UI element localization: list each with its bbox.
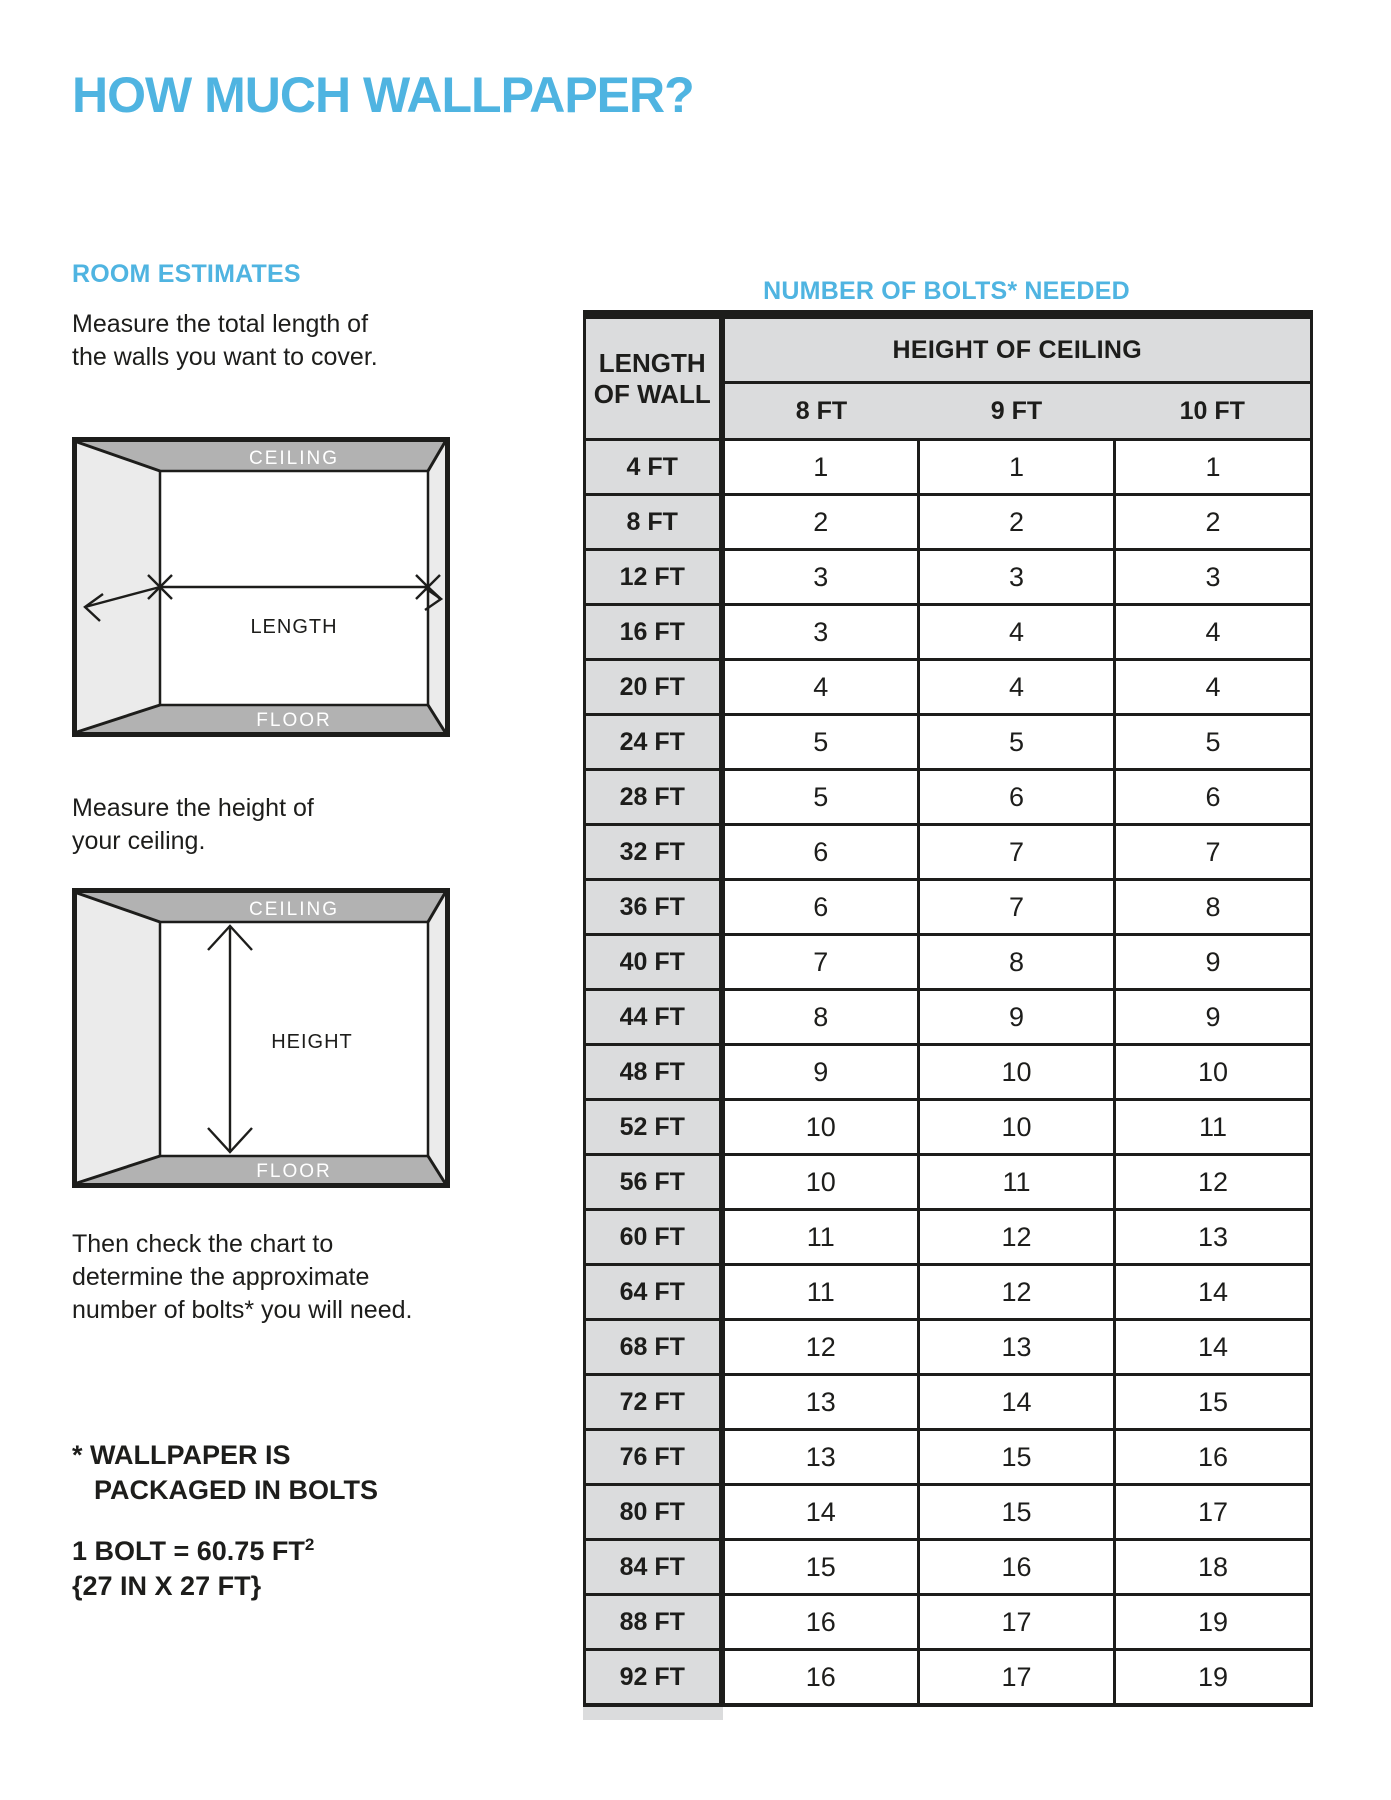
row-label: 36 FT (585, 880, 722, 935)
row-label: 4 FT (585, 440, 722, 495)
cell-value: 7 (919, 825, 1115, 880)
row-label: 48 FT (585, 1045, 722, 1100)
right-wall-shape (428, 893, 445, 1183)
cell-value: 13 (919, 1320, 1115, 1375)
table-row (585, 1650, 1312, 1706)
bolts-table (583, 310, 1313, 1707)
ceiling-label: CEILING (248, 448, 340, 469)
instruction-line: Measure the total length of (72, 310, 369, 338)
instruction-line: your ceiling. (72, 827, 206, 855)
floor-label: FLOOR (256, 710, 332, 731)
cell-value: 5 (1115, 715, 1312, 770)
row-label: 32 FT (585, 825, 722, 880)
cell-value: 4 (722, 660, 919, 715)
cell-value: 18 (1115, 1540, 1312, 1595)
cell-value: 4 (1115, 660, 1312, 715)
cell-value: 10 (919, 1100, 1115, 1155)
instruction-measure-height (72, 792, 314, 858)
table-row (585, 715, 1312, 770)
cell-value: 7 (919, 880, 1115, 935)
cell-value: 12 (919, 1265, 1115, 1320)
bolt-equation (72, 1527, 314, 1604)
cell-value: 8 (722, 990, 919, 1045)
table-row (585, 825, 1312, 880)
table-row (585, 1100, 1312, 1155)
header-line: OF WALL (593, 378, 711, 409)
cell-value: 13 (722, 1375, 919, 1430)
cell-value: 9 (1115, 990, 1312, 1045)
footnote-line: * WALLPAPER IS (72, 1440, 291, 1470)
table-row (585, 440, 1312, 495)
cell-value: 11 (1115, 1100, 1312, 1155)
cell-value: 6 (722, 880, 919, 935)
table-row (585, 1485, 1312, 1540)
cell-value: 3 (722, 605, 919, 660)
cell-value: 15 (919, 1485, 1115, 1540)
row-label: 76 FT (585, 1430, 722, 1485)
instruction-check-chart (72, 1228, 412, 1327)
cell-value: 10 (722, 1155, 919, 1210)
cell-value: 4 (1115, 605, 1312, 660)
floor-label: FLOOR (256, 1161, 332, 1182)
room-diagram-length (72, 437, 450, 737)
instruction-line: determine the approximate (72, 1263, 370, 1291)
table-bottom-strip (583, 1707, 723, 1720)
cell-value: 1 (1115, 440, 1312, 495)
row-label: 72 FT (585, 1375, 722, 1430)
table-row (585, 550, 1312, 605)
table-row (585, 1430, 1312, 1485)
cell-value: 16 (919, 1540, 1115, 1595)
cell-value: 8 (1115, 880, 1312, 935)
cell-value: 16 (722, 1595, 919, 1650)
cell-value: 17 (1115, 1485, 1312, 1540)
cell-value: 19 (1115, 1595, 1312, 1650)
cell-value: 3 (1115, 550, 1312, 605)
table-row (585, 1375, 1312, 1430)
row-label: 88 FT (585, 1595, 722, 1650)
cell-value: 15 (1115, 1375, 1312, 1430)
cell-value: 9 (1115, 935, 1312, 990)
cell-value: 4 (919, 660, 1115, 715)
cell-value: 10 (919, 1045, 1115, 1100)
cell-value: 14 (1115, 1265, 1312, 1320)
length-of-wall-header (585, 315, 722, 440)
cell-value: 15 (919, 1430, 1115, 1485)
cell-value: 6 (1115, 770, 1312, 825)
table-row (585, 1210, 1312, 1265)
instruction-line: the walls you want to cover. (72, 343, 378, 371)
row-label: 8 FT (585, 495, 722, 550)
bolt-equation-text: 1 BOLT = 60.75 FT (72, 1536, 305, 1566)
row-label: 56 FT (585, 1155, 722, 1210)
cell-value: 14 (919, 1375, 1115, 1430)
column-header-9ft: 9 FT (919, 383, 1115, 440)
table-row (585, 1540, 1312, 1595)
bolts-table-container (583, 310, 1313, 1720)
instruction-measure-length (72, 308, 378, 374)
left-wall-shape (77, 893, 160, 1183)
table-row (585, 495, 1312, 550)
cell-value: 5 (919, 715, 1115, 770)
row-label: 60 FT (585, 1210, 722, 1265)
cell-value: 9 (722, 1045, 919, 1100)
cell-value: 10 (722, 1100, 919, 1155)
cell-value: 2 (722, 495, 919, 550)
row-label: 40 FT (585, 935, 722, 990)
length-label: LENGTH (250, 616, 338, 638)
table-row (585, 605, 1312, 660)
header-line: LENGTH (598, 347, 706, 378)
row-label: 92 FT (585, 1650, 722, 1706)
bolts-footnote (72, 1438, 378, 1508)
table-row (585, 1595, 1312, 1650)
cell-value: 13 (1115, 1210, 1312, 1265)
row-label: 28 FT (585, 770, 722, 825)
column-header-8ft: 8 FT (722, 383, 919, 440)
cell-value: 3 (722, 550, 919, 605)
table-row (585, 990, 1312, 1045)
ceiling-label: CEILING (248, 899, 340, 920)
cell-value: 16 (1115, 1430, 1312, 1485)
height-label: HEIGHT (271, 1031, 353, 1053)
page-title: HOW MUCH WALLPAPER? (72, 67, 694, 123)
row-label: 80 FT (585, 1485, 722, 1540)
table-row (585, 1320, 1312, 1375)
section-heading-room-estimates: ROOM ESTIMATES (72, 260, 301, 288)
row-label: 44 FT (585, 990, 722, 1045)
table-row (585, 660, 1312, 715)
cell-value: 5 (722, 770, 919, 825)
bolt-equation-superscript: 2 (304, 1535, 315, 1554)
cell-value: 6 (722, 825, 919, 880)
cell-value: 7 (1115, 825, 1312, 880)
cell-value: 10 (1115, 1045, 1312, 1100)
table-row (585, 880, 1312, 935)
height-of-ceiling-header: HEIGHT OF CEILING (722, 315, 1312, 383)
cell-value: 5 (722, 715, 919, 770)
table-row (585, 770, 1312, 825)
bolt-equation-line (72, 1527, 314, 1569)
row-label: 16 FT (585, 605, 722, 660)
cell-value: 4 (919, 605, 1115, 660)
cell-value: 8 (919, 935, 1115, 990)
cell-value: 17 (919, 1650, 1115, 1706)
bolt-dimensions-line: {27 IN X 27 FT} (72, 1571, 262, 1601)
cell-value: 9 (919, 990, 1115, 1045)
instruction-line: number of bolts* you will need. (72, 1296, 413, 1324)
footnote-line: PACKAGED IN BOLTS (94, 1475, 379, 1505)
cell-value: 19 (1115, 1650, 1312, 1706)
right-wall-shape (428, 442, 445, 732)
cell-value: 17 (919, 1595, 1115, 1650)
instruction-line: Then check the chart to (72, 1230, 334, 1258)
cell-value: 2 (1115, 495, 1312, 550)
room-diagram-height (72, 888, 450, 1188)
row-label: 24 FT (585, 715, 722, 770)
cell-value: 6 (919, 770, 1115, 825)
column-header-10ft: 10 FT (1115, 383, 1312, 440)
row-label: 20 FT (585, 660, 722, 715)
cell-value: 1 (919, 440, 1115, 495)
cell-value: 11 (722, 1265, 919, 1320)
row-label: 64 FT (585, 1265, 722, 1320)
cell-value: 3 (919, 550, 1115, 605)
row-label: 84 FT (585, 1540, 722, 1595)
table-row (585, 935, 1312, 990)
row-label: 12 FT (585, 550, 722, 605)
cell-value: 11 (919, 1155, 1115, 1210)
instruction-line: Measure the height of (72, 794, 314, 822)
cell-value: 16 (722, 1650, 919, 1706)
row-label: 52 FT (585, 1100, 722, 1155)
left-wall-shape (77, 442, 160, 732)
row-label: 68 FT (585, 1320, 722, 1375)
cell-value: 12 (1115, 1155, 1312, 1210)
table-row (585, 1155, 1312, 1210)
cell-value: 12 (919, 1210, 1115, 1265)
table-row (585, 1265, 1312, 1320)
table-row (585, 1045, 1312, 1100)
cell-value: 14 (1115, 1320, 1312, 1375)
cell-value: 2 (919, 495, 1115, 550)
cell-value: 11 (722, 1210, 919, 1265)
table-heading: NUMBER OF BOLTS* NEEDED (763, 276, 1130, 305)
cell-value: 13 (722, 1430, 919, 1485)
cell-value: 15 (722, 1540, 919, 1595)
cell-value: 14 (722, 1485, 919, 1540)
cell-value: 1 (722, 440, 919, 495)
bolt-table-body (585, 440, 1312, 1706)
cell-value: 7 (722, 935, 919, 990)
cell-value: 12 (722, 1320, 919, 1375)
